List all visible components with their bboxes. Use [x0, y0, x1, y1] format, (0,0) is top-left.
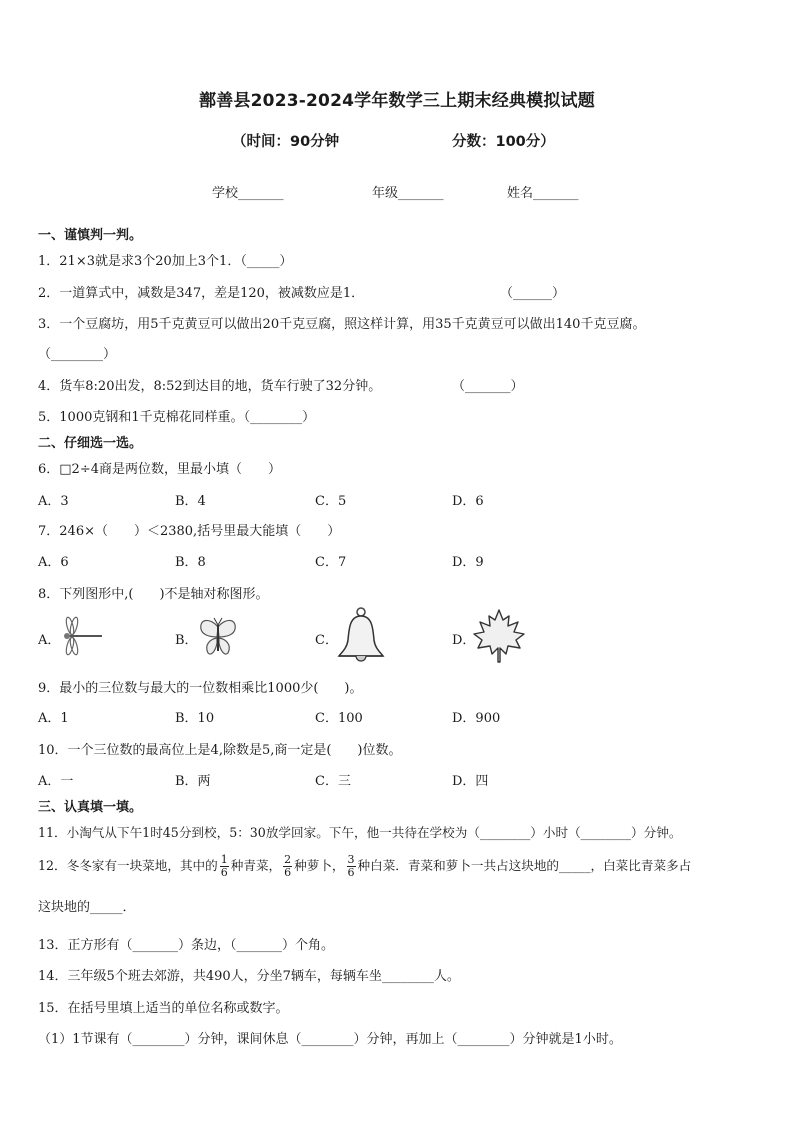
- q7-option-b[interactable]: B．8: [175, 555, 206, 570]
- q12-text-d: 种白菜．青菜和萝卜一共占这块地的_____，白菜比青菜多占: [357, 858, 692, 873]
- question-4-answer[interactable]: （_______）: [452, 379, 524, 394]
- fraction-numerator: 3: [347, 853, 355, 866]
- question-3: 3．一个豆腐坊，用5千克黄豆可以做出20千克豆腐，照这样计算，用35千克黄豆可以做出140千克豆腐。: [38, 317, 646, 332]
- name-field[interactable]: [507, 182, 579, 201]
- question-7: 7．246×（ ）＜2380,括号里最大能填（ ）: [38, 524, 341, 539]
- exam-time: （时间：90分钟: [232, 134, 340, 150]
- q9-option-a[interactable]: A．1: [38, 711, 69, 726]
- q8-option-d[interactable]: D．: [452, 633, 476, 648]
- q10-option-c[interactable]: C．三: [315, 774, 351, 789]
- question-13: 13．正方形有（_______）条边，（_______）个角。: [38, 938, 335, 953]
- question-2-answer[interactable]: （______）: [500, 286, 566, 301]
- question-8: 8．下列图形中,( )不是轴对称图形。: [38, 587, 269, 602]
- grade-blank: _______: [398, 186, 444, 201]
- q8-option-a[interactable]: A．: [38, 633, 61, 648]
- question-14: 14．三年级5个班去郊游，共490人，分坐7辆车，每辆车坐________人。: [38, 969, 460, 984]
- fraction-denominator: 6: [347, 866, 355, 879]
- q9-option-c[interactable]: C．100: [315, 711, 363, 726]
- fraction-numerator: 2: [284, 853, 292, 866]
- question-10: 10．一个三位数的最高位上是4,除数是5,商一定是( )位数。: [38, 743, 402, 758]
- school-label: 学校: [212, 186, 239, 201]
- fraction-denominator: 6: [284, 866, 292, 879]
- butterfly-icon: [196, 615, 240, 659]
- school-blank: _______: [238, 186, 284, 201]
- q9-option-d[interactable]: D．900: [452, 711, 501, 726]
- exam-title: 鄯善县2023-2024学年数学三上期末经典模拟试题: [199, 91, 595, 111]
- question-4: 4．货车8:20出发，8:52到达目的地，货车行驶了32分钟。: [38, 379, 382, 394]
- q6-option-b[interactable]: B．4: [175, 494, 206, 509]
- question-12: [38, 848, 691, 884]
- q10-option-b[interactable]: B．两: [175, 774, 211, 789]
- question-15-part-1: （1）1节课有（________）分钟，课间休息（________）分钟，再加上（________）分钟就是1小时。: [38, 1032, 622, 1047]
- q6-option-a[interactable]: A．3: [38, 494, 69, 509]
- fraction-two-sixths: [283, 854, 292, 879]
- q7-option-a[interactable]: A．6: [38, 555, 69, 570]
- question-9: 9．最小的三位数与最大的一位数相乘比1000少( )。: [38, 681, 363, 696]
- name-label: 姓名: [507, 186, 534, 201]
- maple-leaf-icon: [472, 608, 526, 664]
- school-field[interactable]: [212, 182, 284, 201]
- question-3-answer[interactable]: （________）: [38, 347, 117, 362]
- bell-icon: [336, 606, 386, 664]
- q7-option-c[interactable]: C．7: [315, 555, 347, 570]
- name-blank: _______: [533, 186, 579, 201]
- fraction-numerator: 1: [220, 853, 228, 866]
- question-6: 6．□2÷4商是两位数，里最小填（ ）: [38, 462, 281, 477]
- q8-option-c[interactable]: C．: [315, 633, 338, 648]
- q12-text-b: 种青菜，: [230, 858, 282, 873]
- q9-option-b[interactable]: B．10: [175, 711, 215, 726]
- q12-text-c: 种萝卜，: [294, 858, 345, 873]
- q10-option-a[interactable]: A．一: [38, 774, 74, 789]
- q6-option-c[interactable]: C．5: [315, 494, 347, 509]
- question-5: 5．1000克钢和1千克棉花同样重。（________）: [38, 410, 316, 425]
- q10-option-d[interactable]: D．四: [452, 774, 489, 789]
- dragonfly-icon: [58, 616, 104, 656]
- q12-text-a: 12．冬冬家有一块菜地，其中的: [38, 858, 218, 873]
- fraction-denominator: 6: [220, 866, 228, 879]
- exam-score: 分数：100分）: [452, 134, 555, 150]
- section1-heading: 一、谨慎判一判。: [38, 228, 143, 243]
- section2-heading: 二、仔细选一选。: [38, 436, 143, 451]
- question-12-continued: 这块地的_____．: [38, 900, 136, 915]
- fraction-one-sixth: [220, 854, 229, 879]
- grade-label: 年级: [372, 186, 399, 201]
- q6-option-d[interactable]: D．6: [452, 494, 484, 509]
- fraction-three-sixths: [347, 854, 356, 879]
- question-1: 1．21×3就是求3个20加上3个1．（_____）: [38, 254, 293, 269]
- section3-heading: 三、认真填一填。: [38, 800, 143, 815]
- question-2: 2．一道算式中，减数是347，差是120，被减数应是1．: [38, 286, 365, 301]
- q8-option-b[interactable]: B．: [175, 633, 198, 648]
- grade-field[interactable]: [372, 182, 444, 201]
- question-11: 11．小淘气从下午1时45分到校，5：30放学回家。下午，他一共待在学校为（________）小时（________）分钟。: [38, 825, 682, 840]
- question-15: 15．在括号里填上适当的单位名称或数字。: [38, 1001, 289, 1016]
- q7-option-d[interactable]: D．9: [452, 555, 484, 570]
